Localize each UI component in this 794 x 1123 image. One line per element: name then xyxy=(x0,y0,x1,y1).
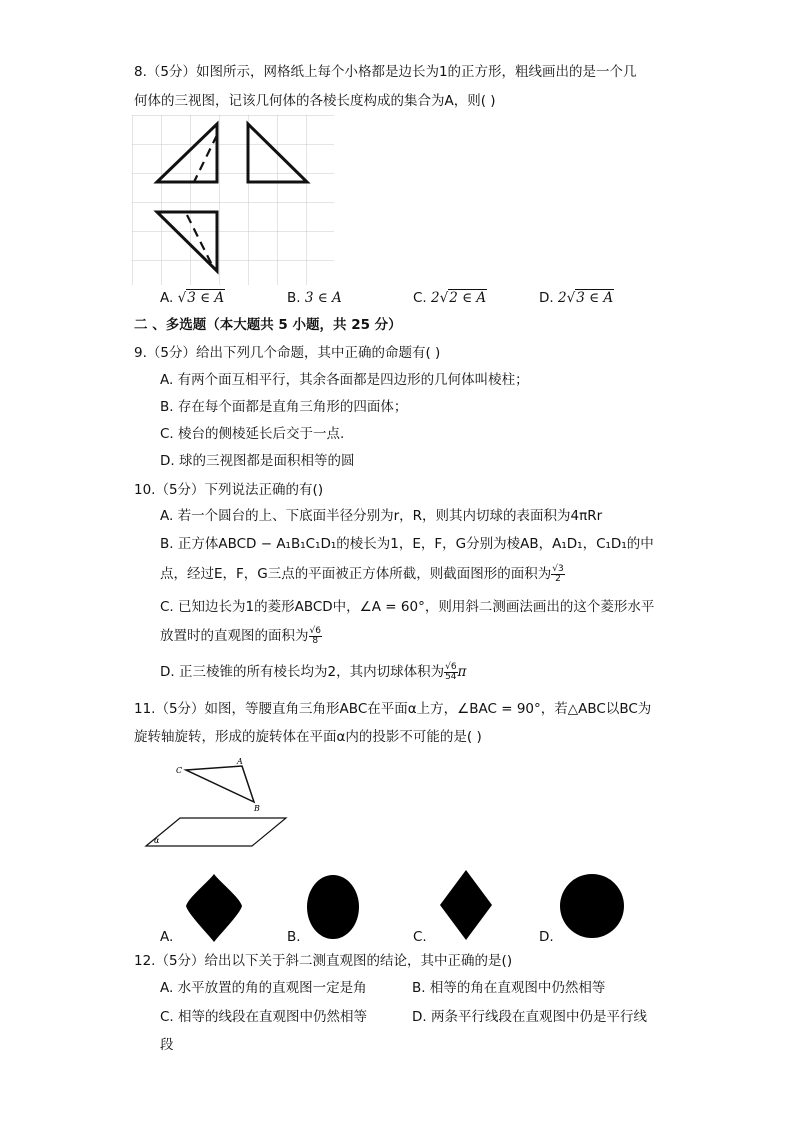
section-heading-multiple-choice: 二 、多选题（本大题共 5 小题，共 25 分） xyxy=(134,317,402,333)
q10-option-a: A. 若一个圆台的上、下底面半径分别为r，R，则其内切球的表面积为4πRr xyxy=(160,508,603,524)
q12-option-b: B. 相等的角在直观图中仍然相等 xyxy=(412,980,606,996)
q10-stem: 10.（5分）下列说法正确的有() xyxy=(134,482,324,498)
q10-option-b-line2: 点，经过E，F，G三点的平面被正方体所截，则截面图形的面积为 $\frac{√3}{2}$ xyxy=(160,563,564,584)
q11-label-a: A xyxy=(237,757,243,766)
q10-option-c-line1: C. 已知边长为1的菱形ABCD中，∠A = 60°，则用斜二测画法画出的这个菱形水平 xyxy=(160,599,655,615)
q8-three-view-figure xyxy=(132,115,334,285)
q12-stem: 12.（5分）给出以下关于斜二测直观图的结论，其中正确的是() xyxy=(134,953,513,969)
q11-option-c-shape xyxy=(438,868,494,942)
q12-option-d-wrap: 段 xyxy=(160,1037,174,1053)
q11-option-d-label: D. xyxy=(539,929,554,945)
q12-option-d: D. 两条平行线段在直观图中仍是平行线 xyxy=(412,1009,647,1025)
q12-option-a: A. 水平放置的角的直观图一定是角 xyxy=(160,980,367,996)
q9-option-d: D. 球的三视图都是面积相等的圆 xyxy=(160,453,355,469)
q8-option-b: B. 3 ∈ A xyxy=(287,290,342,306)
q8-stem-line2: 何体的三视图，记该几何体的各棱长度构成的集合为A，则( ) xyxy=(134,93,496,109)
q11-stem-line2: 旋转轴旋转，形成的旋转体在平面α内的投影不可能的是( ) xyxy=(134,729,482,745)
q10-b-fraction: $\frac{√3}{2}$ xyxy=(552,563,564,584)
q11-label-b: B xyxy=(254,804,260,813)
q8-option-a: A. √3 ∈ A xyxy=(160,290,225,306)
q9-option-b: B. 存在每个面都是直角三角形的四面体； xyxy=(160,399,408,415)
q8-option-c: C. 2√2 ∈ A xyxy=(413,290,487,306)
q8-option-d: D. 2√3 ∈ A xyxy=(539,290,614,306)
q10-option-b-line1: B. 正方体ABCD − A₁B₁C₁D₁的棱长为1，E，F，G分别为棱AB，A₁D₁，C₁D₁的中 xyxy=(160,536,654,552)
q8-stem-line1: 8.（5分）如图所示，网格纸上每个小格都是边长为1的正方形，粗线画出的是一个几 xyxy=(134,64,637,80)
q11-stem-line1: 11.（5分）如图，等腰直角三角形ABC在平面α上方，∠BAC = 90°，若△ABC以BC为 xyxy=(134,701,652,717)
q11-option-d-shape xyxy=(558,872,626,940)
q10-c-fraction: $\frac{√6}{8}$ xyxy=(309,625,321,646)
q10-d-fraction: $\frac{√6}{54}$ xyxy=(445,661,457,682)
q10-option-c-line2: 放置时的直观图的面积为 $\frac{√6}{8}$ xyxy=(160,625,321,646)
q11-option-c-label: C. xyxy=(413,929,427,945)
q11-label-c: C xyxy=(176,766,183,775)
q11-triangle-plane-figure xyxy=(140,756,290,852)
q11-option-a-label: A. xyxy=(160,929,174,945)
q10-option-d: D. 正三棱锥的所有棱长均为2，其内切球体积为 $\frac{√6}{54}$ π xyxy=(160,661,467,682)
q11-option-b-label: B. xyxy=(287,929,301,945)
q9-option-a: A. 有两个面互相平行，其余各面都是四边形的几何体叫棱柱； xyxy=(160,372,529,388)
q9-option-c: C. 棱台的侧棱延长后交于一点. xyxy=(160,426,345,442)
q11-option-b-shape xyxy=(305,873,361,941)
q9-stem: 9.（5分）给出下列几个命题，其中正确的命题有( ) xyxy=(134,345,441,361)
q12-option-c: C. 相等的线段在直观图中仍然相等 xyxy=(160,1009,368,1025)
q11-option-a-shape xyxy=(184,872,244,944)
q11-label-alpha: α xyxy=(154,836,160,845)
